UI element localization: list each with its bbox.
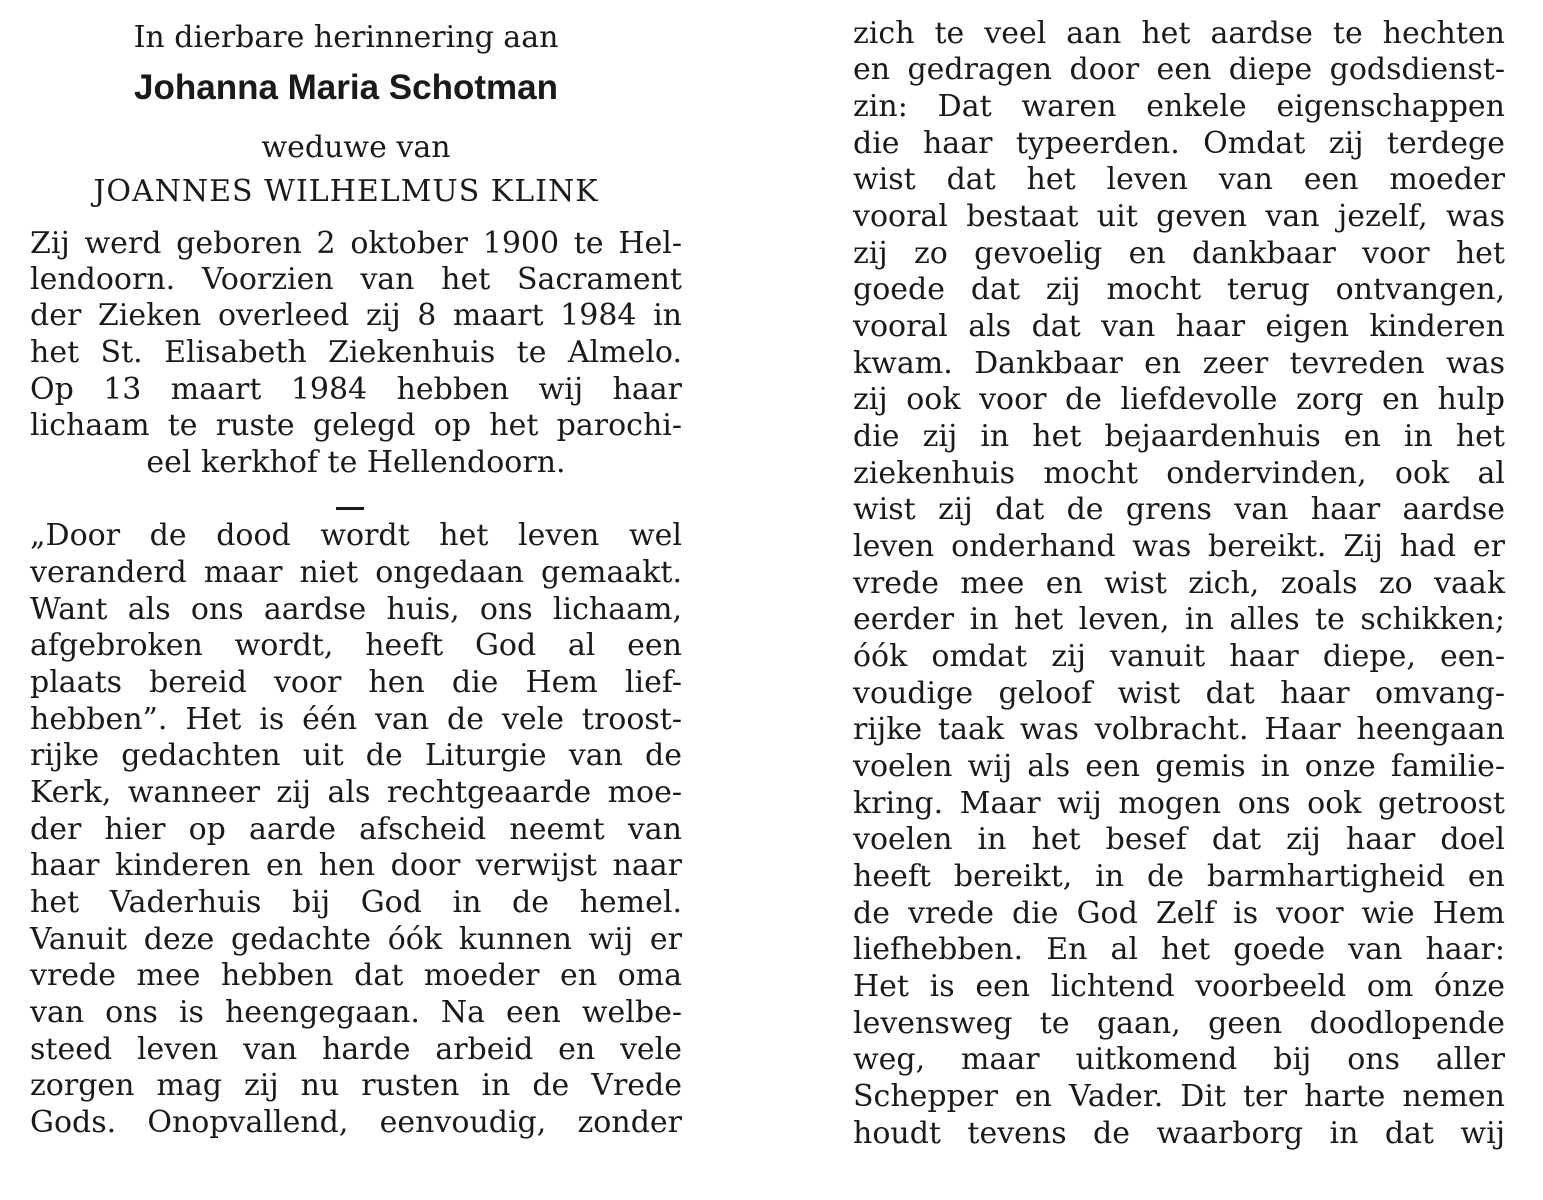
- biography-line: eel kerkhof te Hellendoorn.: [146, 445, 566, 480]
- reflection-line: liefhebben. En al het goede van haar:: [853, 932, 1505, 967]
- reflection-line: voelen wij als een gemis in onze familie-: [853, 749, 1505, 784]
- biography-line: lendoorn. Voorzien van het Sacrament: [30, 262, 682, 297]
- widow-of-label: weduwe van: [261, 130, 451, 165]
- biography-line: lichaam te ruste gelegd op het parochi-: [30, 408, 682, 443]
- reflection-line: kwam. Dankbaar en zeer tevreden was: [853, 346, 1505, 381]
- biography-line: Op 13 maart 1984 hebben wij haar: [30, 372, 682, 407]
- reflection-line: eerder in het leven, in alles te schikken;: [853, 602, 1505, 637]
- reflection-line: ziekenhuis mocht ondervinden, ook al: [853, 456, 1505, 491]
- reflection-line: kring. Maar wij mogen ons ook getroost: [853, 786, 1505, 821]
- reflection-line: voudige geloof wist dat haar omvang-: [853, 676, 1505, 711]
- reflection-line: wist dat het leven van een moeder: [853, 162, 1505, 197]
- reflection-line: leven onderhand was bereikt. Zij had er: [853, 529, 1505, 564]
- reflection-line: „Door de dood wordt het leven wel: [30, 518, 682, 553]
- reflection-line: goede dat zij mocht terug ontvangen,: [853, 272, 1505, 307]
- reflection-line: Want als ons aardse huis, ons lichaam,: [30, 592, 682, 627]
- biography-line: het St. Elisabeth Ziekenhuis te Almelo.: [30, 335, 682, 370]
- reflection-line: Vanuit deze gedachte óók kunnen wij er: [30, 922, 682, 957]
- reflection-line: Kerk, wanneer zij als rechtgeaarde moe-: [30, 775, 682, 810]
- reflection-line: haar kinderen en hen door verwijst naar: [30, 848, 682, 883]
- reflection-line: levensweg te gaan, geen doodlopende: [853, 1006, 1505, 1041]
- section-divider: [336, 507, 364, 510]
- reflection-line: veranderd maar niet ongedaan gemaakt.: [30, 555, 682, 590]
- reflection-line: het Vaderhuis bij God in de hemel.: [30, 885, 682, 920]
- reflection-line: Het is een lichtend voorbeeld om ónze: [853, 969, 1505, 1004]
- reflection-line: zorgen mag zij nu rusten in de Vrede: [30, 1068, 682, 1103]
- reflection-line: vooral bestaat uit geven van jezelf, was: [853, 199, 1505, 234]
- reflection-line: Schepper en Vader. Dit ter harte nemen: [853, 1079, 1505, 1114]
- memorial-intro: In dierbare herinnering aan: [133, 20, 559, 55]
- reflection-line: van ons is heengegaan. Na een welbe-: [30, 995, 682, 1030]
- reflection-line: vrede mee hebben dat moeder en oma: [30, 958, 682, 993]
- reflection-line: die haar typeerden. Omdat zij terdege: [853, 126, 1505, 161]
- reflection-line: weg, maar uitkomend bij ons aller: [853, 1042, 1505, 1077]
- reflection-line: óók omdat zij vanuit haar diepe, een-: [853, 639, 1505, 674]
- reflection-line: afgebroken wordt, heeft God al een: [30, 628, 682, 663]
- reflection-line: rijke gedachten uit de Liturgie van de: [30, 738, 682, 773]
- reflection-line: en gedragen door een diepe godsdienst-: [853, 52, 1505, 87]
- reflection-line: zij ook voor de liefdevolle zorg en hulp: [853, 382, 1505, 417]
- reflection-line: voelen in het besef dat zij haar doel: [853, 822, 1505, 857]
- reflection-line: Gods. Onopvallend, eenvoudig, zonder: [30, 1105, 682, 1140]
- reflection-line: wist zij dat de grens van haar aardse: [853, 492, 1505, 527]
- reflection-line: zich te veel aan het aardse te hechten: [853, 16, 1505, 51]
- reflection-line: houdt tevens de waarborg in dat wij: [853, 1116, 1505, 1151]
- reflection-line: hebben”. Het is één van de vele troost-: [30, 702, 682, 737]
- biography-line: Zij werd geboren 2 oktober 1900 te Hel-: [30, 226, 682, 261]
- reflection-line: steed leven van harde arbeid en vele: [30, 1032, 682, 1067]
- reflection-line: vrede mee en wist zich, zoals zo vaak: [853, 566, 1505, 601]
- reflection-line: de vrede die God Zelf is voor wie Hem: [853, 896, 1505, 931]
- deceased-name: Johanna Maria Schotman: [134, 68, 558, 107]
- reflection-line: heeft bereikt, in de barmhartigheid en: [853, 859, 1505, 894]
- reflection-line: plaats bereid voor hen die Hem lief-: [30, 665, 682, 700]
- reflection-line: zij zo gevoelig en dankbaar voor het: [853, 236, 1505, 271]
- reflection-line: rijke taak was volbracht. Haar heengaan: [853, 712, 1505, 747]
- biography-line: der Zieken overleed zij 8 maart 1984 in: [30, 298, 682, 333]
- reflection-line: vooral als dat van haar eigen kinderen: [853, 309, 1505, 344]
- reflection-line: zin: Dat waren enkele eigenschappen: [853, 89, 1505, 124]
- reflection-line: der hier op aarde afscheid neemt van: [30, 812, 682, 847]
- reflection-line: die zij in het bejaardenhuis en in het: [853, 419, 1505, 454]
- husband-name: JOANNES WILHELMUS KLINK: [93, 174, 599, 209]
